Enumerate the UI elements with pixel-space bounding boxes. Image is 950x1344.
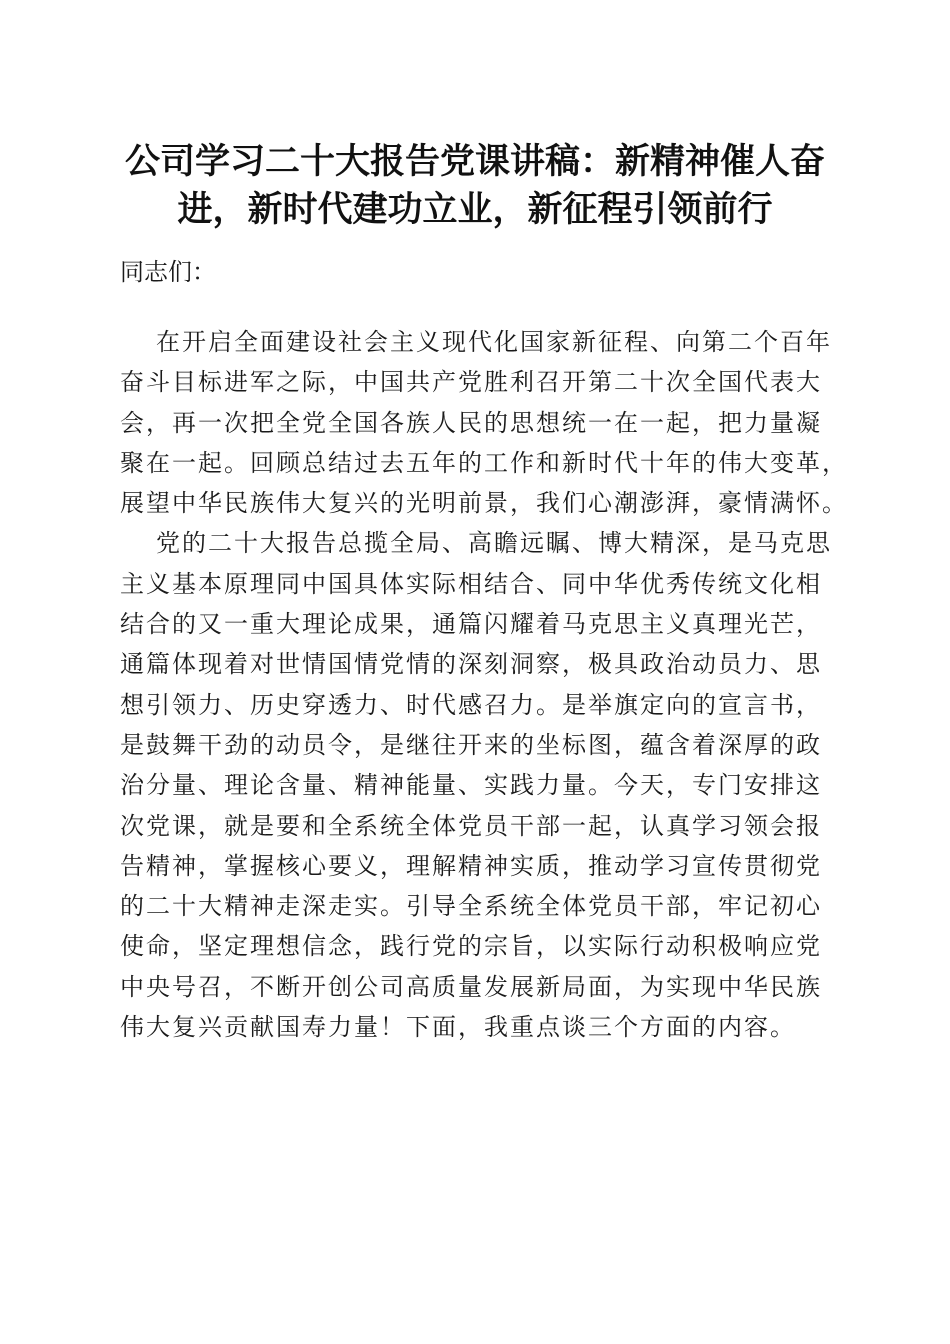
document-body	[120, 322, 848, 1047]
paragraph-2-line-12: 中央号召，不断开创公司高质量发展新局面，为实现中华民族	[120, 972, 822, 1001]
paragraph-1-line-2: 奋斗目标进军之际，中国共产党胜利召开第二十次全国代表大	[120, 368, 822, 397]
paragraph-2-line-9: 告精神，掌握核心要义，理解精神实质，推动学习宣传贯彻党	[120, 851, 822, 880]
paragraph-2-line-1: 党的二十大报告总揽全局、高瞻远瞩、博大精深，是马克思	[156, 529, 832, 558]
paragraph-1-line-1: 在开启全面建设社会主义现代化国家新征程、向第二个百年	[156, 328, 832, 356]
salutation: 同志们：	[120, 258, 216, 286]
paragraph-1-line-4: 聚在一起。回顾总结过去五年的工作和新时代十年的伟大变革，	[120, 448, 848, 477]
paragraph-2-line-6: 是鼓舞干劲的动员令，是继往开来的坐标图，蕴含着深厚的政	[120, 730, 822, 759]
title-line-1: 公司学习二十大报告党课讲稿：新精神催人奋	[124, 141, 825, 182]
paragraph-2-line-4: 通篇体现着对世情国情党情的深刻洞察，极具政治动员力、思	[120, 650, 822, 679]
paragraph-2-line-7: 治分量、理论含量、精神能量、实践力量。今天，专门安排这	[120, 771, 822, 800]
paragraph-1-line-5: 展望中华民族伟大复兴的光明前景，我们心潮澎湃，豪情满怀。	[120, 489, 848, 518]
document-title	[100, 138, 850, 234]
paragraph-2-line-10: 的二十大精神走深走实。引导全系统全体党员干部，牢记初心	[120, 892, 822, 921]
paragraph-2-line-8: 次党课，就是要和全系统全体党员干部一起，认真学习领会报	[120, 811, 822, 840]
paragraph-2-line-13: 伟大复兴贡献国寿力量！下面，我重点谈三个方面的内容。	[120, 1013, 796, 1042]
paragraph-2-line-2: 主义基本原理同中国具体实际相结合、同中华优秀传统文化相	[120, 569, 822, 598]
title-line-2: 进，新时代建功立业，新征程引领前行	[177, 189, 773, 230]
paragraph-2-line-3: 结合的又一重大理论成果，通篇闪耀着马克思主义真理光芒，	[120, 610, 822, 639]
paragraph-1-line-3: 会，再一次把全党全国各族人民的思想统一在一起，把力量凝	[120, 408, 822, 437]
paragraph-2-line-11: 使命，坚定理想信念，践行党的宗旨，以实际行动积极响应党	[120, 932, 822, 961]
paragraph-2-line-5: 想引领力、历史穿透力、时代感召力。是举旗定向的宣言书，	[120, 690, 822, 719]
